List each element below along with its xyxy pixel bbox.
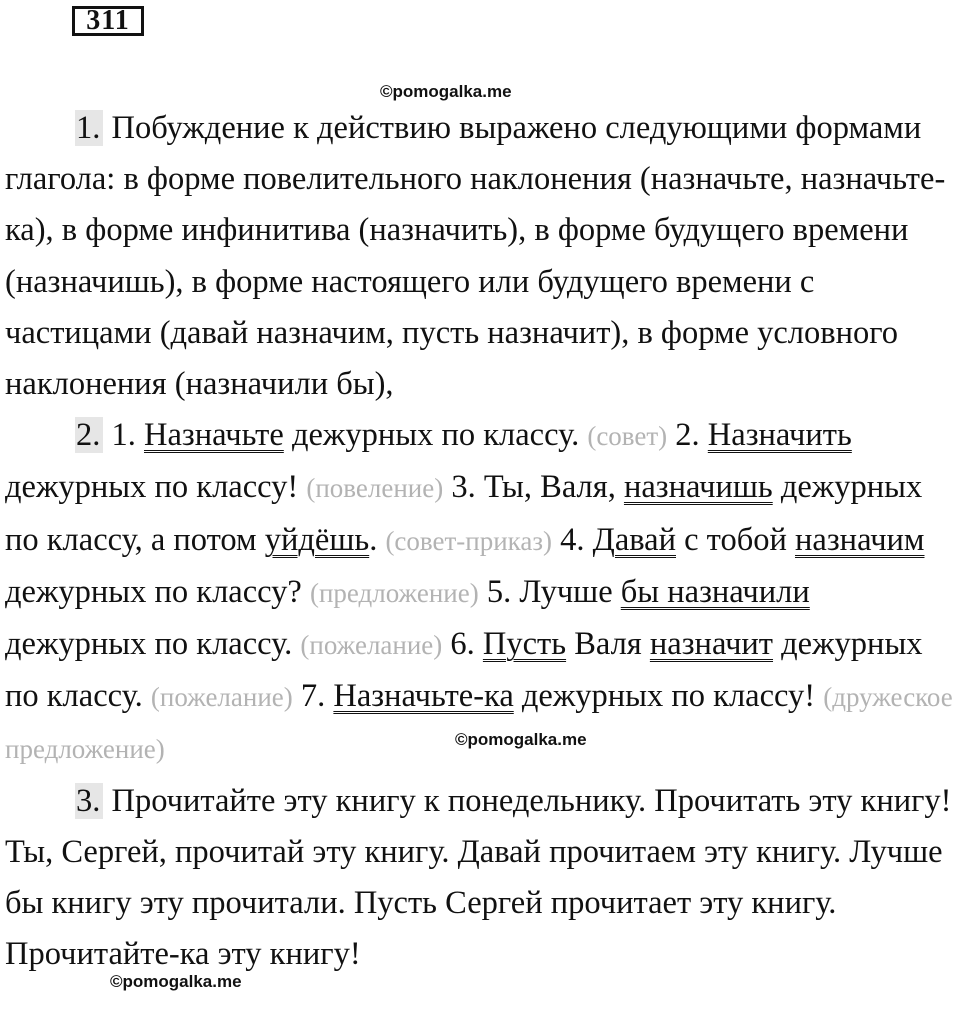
- paragraph-text: Прочитайте эту книгу к понедельнику. Прочитать эту книгу! Ты, Сергей, прочитай эту книгу. Давай прочитаем эту книгу. Лучше бы книгу эту прочитали. Пусть Сергей прочитает эту книгу. Прочитайте-ка эту книгу!: [5, 782, 952, 973]
- predicate: уйдёшь: [264, 521, 370, 558]
- sentence-number: 1.: [111, 417, 136, 454]
- sentence-text: дежурных по классу.: [291, 417, 580, 454]
- note: (дружеское предложение): [5, 682, 953, 765]
- predicate: Давай: [592, 521, 676, 558]
- note: (пожелание): [150, 682, 293, 713]
- paragraph-number: 1.: [75, 110, 103, 146]
- paragraph-text: Побуждение к действию выражено следующими формами глагола: в форме повелительного наклонения (назначьте, назначьте-ка), в форме инфинитива (назначить), в форме будущего времени (назначишь), в форме настоящего или будущего времени с частицами (давай назначим, пусть назначит), в форме условного наклонения (назначили бы),: [5, 110, 946, 403]
- punctuation: .: [369, 521, 378, 558]
- sentence-text: Ты, Валя,: [483, 469, 616, 506]
- sentence-text: дежурных по классу, а потом: [5, 469, 923, 558]
- note: (предложение): [309, 577, 479, 608]
- sentence-text: дежурных по классу?: [5, 573, 302, 610]
- exercise-number: 311: [72, 6, 144, 36]
- note: (пожелание): [300, 630, 443, 661]
- paragraph-3: [5, 776, 957, 981]
- sentence-text: дежурных по классу!: [521, 678, 816, 715]
- paragraph-number: 2.: [75, 417, 103, 453]
- sentence-text: дежурных по классу.: [5, 626, 923, 715]
- predicate: Назначьте: [144, 417, 284, 454]
- sentence-number: 5.: [486, 573, 512, 610]
- paragraph-number: 3.: [75, 783, 103, 819]
- watermark-middle: ©pomogalka.me: [455, 730, 587, 749]
- predicate: назначишь: [623, 469, 773, 506]
- note: (совет): [587, 421, 668, 452]
- sentence-text: с тобой: [684, 521, 787, 558]
- predicate: бы назначили: [620, 573, 810, 610]
- sentence-text: дежурных по классу.: [5, 626, 293, 663]
- sentence-number: 7.: [300, 678, 326, 715]
- predicate: Назначить: [707, 417, 852, 454]
- watermark-top: ©pomogalka.me: [380, 82, 512, 101]
- predicate: назначим: [795, 521, 925, 558]
- sentence-number: 4.: [560, 521, 585, 558]
- note: (совет-приказ): [385, 525, 553, 556]
- paragraph-2: [5, 410, 957, 775]
- answer-text: [5, 103, 957, 980]
- predicate: Назначьте-ка: [333, 678, 514, 715]
- sentence-number: 2.: [675, 417, 700, 454]
- sentence-text: дежурных по классу!: [5, 469, 299, 506]
- paragraph-1: [5, 103, 957, 410]
- note: (повеление): [306, 473, 444, 504]
- sentence-number: 6.: [450, 626, 475, 663]
- predicate: Пусть: [482, 626, 567, 663]
- sentence-text: Валя: [574, 626, 642, 663]
- watermark-bottom: ©pomogalka.me: [110, 972, 242, 991]
- sentence-number: 3.: [451, 469, 476, 506]
- predicate: назначит: [649, 626, 774, 663]
- sentence-text: Лучше: [519, 573, 613, 610]
